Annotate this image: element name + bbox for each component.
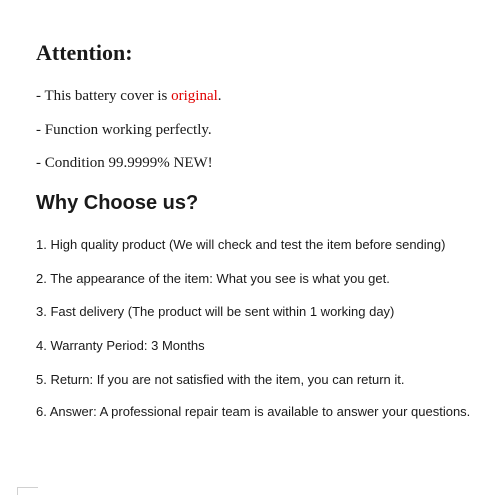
reason-answer: 6. Answer: A professional repair team is available to answer your questions. bbox=[36, 404, 471, 419]
why-choose-us-heading: Why Choose us? bbox=[36, 192, 199, 214]
battery-cover-line bbox=[36, 87, 222, 105]
battery-cover-period: . bbox=[217, 88, 222, 104]
condition-line: - Condition 99.9999% NEW! bbox=[36, 155, 213, 171]
attention-heading: Attention: bbox=[36, 40, 133, 65]
reason-appearance: 2. The appearance of the item: What you see is what you get. bbox=[36, 271, 390, 286]
reason-return: 5. Return: If you are not satisfied with the item, you can return it. bbox=[36, 372, 405, 387]
reason-quality: 1. High quality product (We will check and test the item before sending) bbox=[36, 237, 446, 252]
battery-cover-text: - This battery cover is bbox=[36, 88, 172, 104]
reason-warranty: 4. Warranty Period: 3 Months bbox=[36, 338, 205, 353]
function-line: - Function working perfectly. bbox=[36, 122, 212, 138]
original-highlight: original bbox=[171, 88, 218, 104]
reason-delivery: 3. Fast delivery (The product will be sent within 1 working day) bbox=[36, 304, 395, 319]
